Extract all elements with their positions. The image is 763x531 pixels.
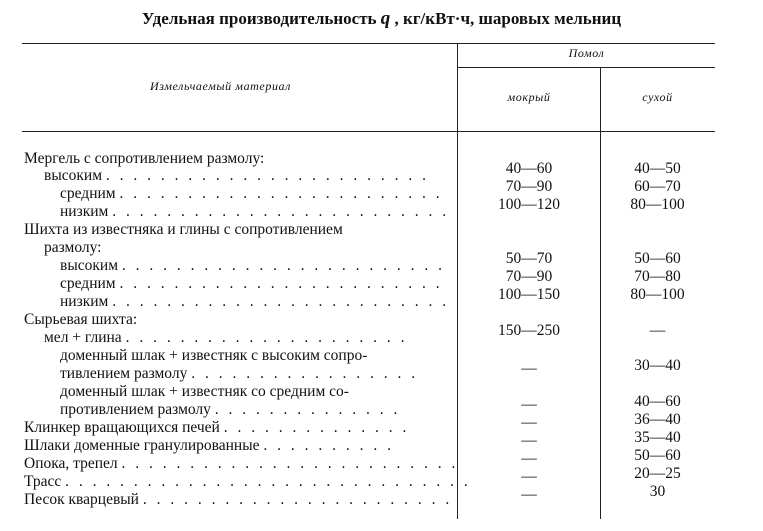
- cell-wet: 50—70: [505, 250, 553, 267]
- cell-dry: 40—60: [634, 393, 681, 410]
- row-label: Сырьевая шихта:: [24, 311, 138, 328]
- header-material: Измельчаемый материал: [150, 79, 291, 93]
- cell-wet: —: [521, 486, 537, 503]
- row-label: Опока, трепел . . . . . . . . . . . . . . . . . . . . . . . . .: [24, 455, 459, 472]
- row-label: высоким . . . . . . . . . . . . . . . . . . . . . . . .: [44, 167, 429, 184]
- row-label: средним . . . . . . . . . . . . . . . . . . . . . . . .: [60, 185, 443, 202]
- row-label: мел + глина . . . . . . . . . . . . . . . . . . . . .: [44, 329, 408, 346]
- cell-dry: —: [649, 322, 666, 339]
- header-wet: мокрый: [507, 90, 551, 104]
- cell-dry: 50—60: [634, 250, 681, 267]
- cell-wet: —: [521, 414, 537, 431]
- table-title: [0, 8, 763, 30]
- row-label: тивлением размолу . . . . . . . . . . . . . . . . .: [60, 365, 419, 382]
- header-bottom-rule: [22, 131, 715, 132]
- table-top-rule: [22, 43, 715, 44]
- row-label: Мергель с сопротивлением размолу:: [24, 150, 265, 167]
- title-symbol: q: [380, 8, 391, 29]
- row-label: доменный шлак + известняк со средним со-: [60, 383, 349, 400]
- cell-dry: 70—80: [634, 268, 681, 285]
- row-label: низким . . . . . . . . . . . . . . . . . . . . . . . . .: [60, 203, 450, 220]
- cell-wet: —: [521, 432, 537, 449]
- cell-wet: 70—90: [505, 268, 553, 285]
- row-label: противлением размолу . . . . . . . . . . . . . .: [60, 401, 401, 418]
- header-grinding: Помол: [568, 46, 605, 60]
- cell-dry: 80—100: [630, 286, 685, 303]
- header-dry: сухой: [642, 90, 673, 104]
- row-label: Шлаки доменные гранулированные . . . . . . . . . .: [24, 437, 394, 454]
- cell-wet: —: [521, 450, 537, 467]
- cell-wet: 100—150: [498, 286, 560, 303]
- cell-wet: 70—90: [505, 178, 553, 195]
- row-label: Клинкер вращающихся печей . . . . . . . . . . . . . .: [24, 419, 410, 436]
- cell-wet: —: [521, 468, 537, 485]
- cell-dry: 40—50: [634, 160, 681, 177]
- cell-dry: 30: [649, 483, 666, 500]
- cell-dry: 35—40: [634, 429, 681, 446]
- title-rest: , кг/кВт·ч, шаровых мельниц: [390, 9, 622, 28]
- title-text: Удельная производительность: [141, 9, 377, 28]
- cell-wet: —: [521, 360, 537, 377]
- row-label: высоким . . . . . . . . . . . . . . . . . . . . . . . .: [60, 257, 445, 274]
- row-label: Песок кварцевый . . . . . . . . . . . . . . . . . . . . . . .: [24, 491, 453, 508]
- cell-dry: 30—40: [634, 357, 681, 374]
- cell-dry: 50—60: [634, 447, 681, 464]
- cell-wet: 100—120: [498, 196, 560, 213]
- cell-dry: 60—70: [634, 178, 681, 195]
- row-label: Шихта из известняка и глины с сопротивлением: [24, 221, 343, 238]
- cell-dry: 36—40: [634, 411, 681, 428]
- row-label: Трасс . . . . . . . . . . . . . . . . . . . . . . . . . . . . . .: [24, 473, 471, 490]
- row-label: низким . . . . . . . . . . . . . . . . . . . . . . . . .: [60, 293, 450, 310]
- row-label: средним . . . . . . . . . . . . . . . . . . . . . . . .: [60, 275, 443, 292]
- header-sub-rule: [458, 67, 715, 68]
- cell-wet: 40—60: [505, 160, 553, 177]
- cell-dry: 20—25: [634, 465, 681, 482]
- row-label: доменный шлак + известняк с высоким сопро-: [60, 347, 368, 364]
- cell-wet: —: [521, 396, 537, 413]
- row-label: размолу:: [44, 239, 102, 256]
- cell-dry: 80—100: [630, 196, 685, 213]
- cell-wet: 150—250: [498, 322, 560, 339]
